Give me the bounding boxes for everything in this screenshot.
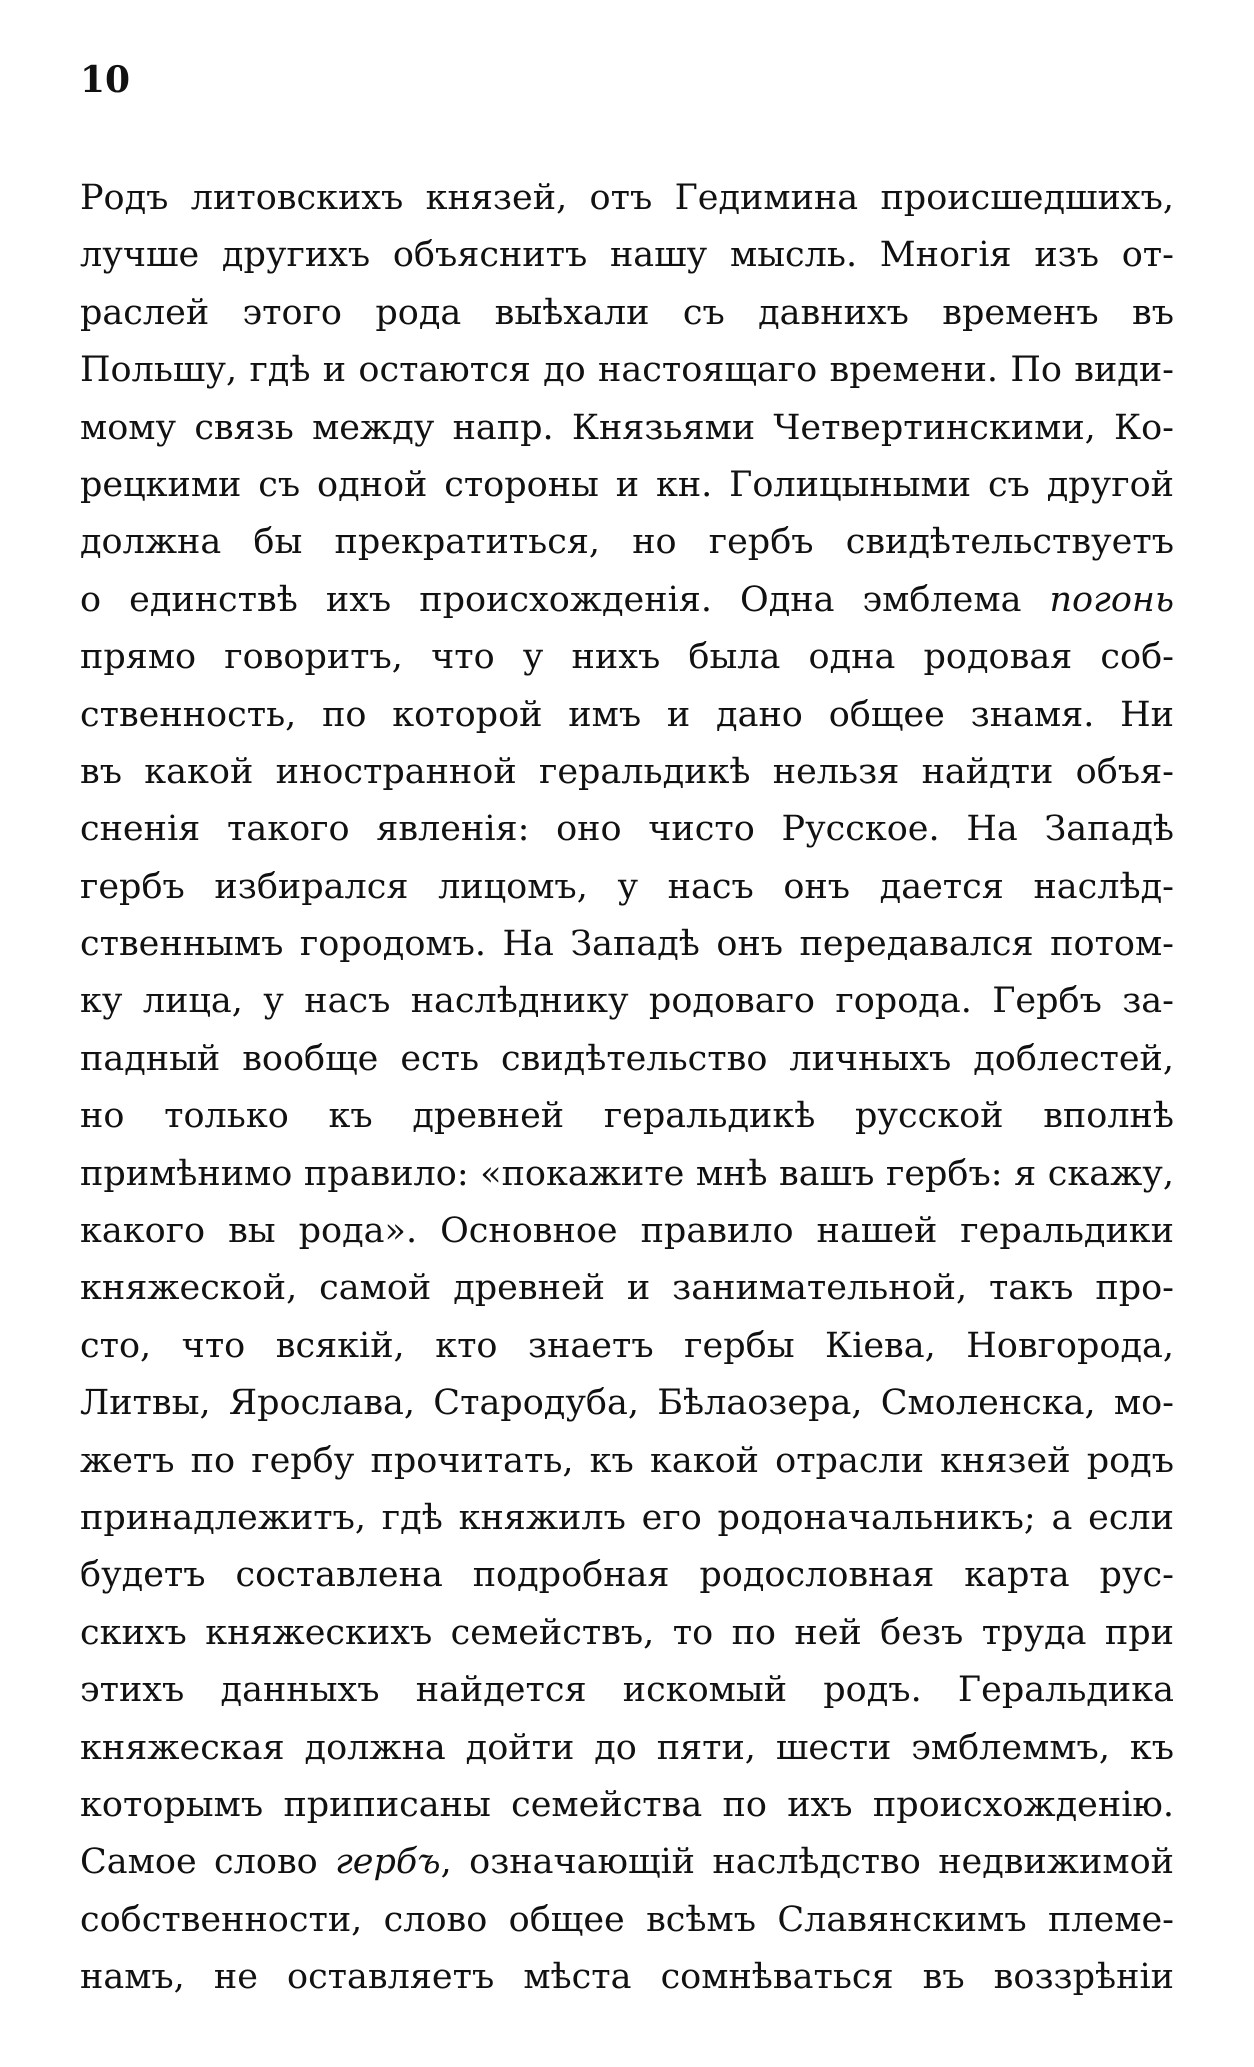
text-line: намъ, не оставляетъ мѣста сомнѣваться въ воззрѣніи (80, 1957, 1174, 1998)
italic-word: погонь (1049, 579, 1174, 620)
text-line: сненія такого явленія: оно чисто Русское. На Западѣ (80, 809, 1174, 850)
text-line: примѣнимо правило: «покажите мнѣ вашъ гербъ: я скажу, (80, 1153, 1174, 1194)
text-line: Польшу, гдѣ и остаются до настоящаго времени. По види- (80, 350, 1174, 391)
text-line-with-italic: о единствѣ ихъ происхожденія. Одна эмблема погонь (80, 579, 1174, 620)
text-line: падный вообще есть свидѣтельство личныхъ доблестей, (80, 1038, 1174, 1079)
text-line: рецкими съ одной стороны и кн. Голицыными съ другой (80, 464, 1174, 505)
text-line: Родъ литовскихъ князей, отъ Гедимина происшедшихъ, (80, 178, 1174, 218)
text-line: раслей этого рода выѣхали съ давнихъ временъ въ (80, 292, 1174, 333)
text-line: сто, что всякій, кто знаетъ гербы Кіева, Новгорода, (80, 1325, 1174, 1366)
text-line: должна бы прекратиться, но гербъ свидѣтельствуетъ (80, 522, 1174, 563)
italic-word: гербъ (335, 1842, 441, 1883)
text-line: гербъ избирался лицомъ, у насъ онъ дается наслѣд- (80, 866, 1174, 907)
text-line: скихъ княжескихъ семействъ, то по ней безъ труда при (80, 1612, 1174, 1653)
text-line: принадлежитъ, гдѣ княжилъ его родоначальникъ; а если (80, 1497, 1174, 1538)
text-line: этихъ данныхъ найдется искомый родъ. Геральдика (80, 1670, 1174, 1711)
page-number: 10 (80, 59, 131, 101)
text-line: прямо говоритъ, что у нихъ была одна родовая соб- (80, 637, 1174, 678)
body-text (80, 170, 1174, 2007)
text-line: будетъ составлена подробная родословная карта рус- (80, 1555, 1174, 1596)
text-line: ственность, по которой имъ и дано общее знамя. Ни (80, 694, 1174, 735)
text-line: княжеская должна дойти до пяти, шести эмблеммъ, къ (80, 1727, 1174, 1768)
text-line: но только къ древней геральдикѣ русской вполнѣ (80, 1096, 1174, 1137)
text-line: ку лица, у насъ наслѣднику родоваго города. Гербъ за- (80, 981, 1174, 1022)
text-line: княжеской, самой древней и занимательной, такъ про- (80, 1268, 1174, 1309)
text-line: Литвы, Ярослава, Стародуба, Бѣлаозера, Смоленска, мо- (80, 1383, 1174, 1424)
text-line: въ какой иностранной геральдикѣ нельзя найдти объя- (80, 751, 1174, 792)
text-line: жетъ по гербу прочитать, къ какой отрасли князей родъ (80, 1440, 1174, 1481)
text-line: мому связь между напр. Князьями Четвертинскими, Ко- (80, 407, 1174, 448)
text-line: лучше другихъ объяснитъ нашу мысль. Многія изъ от- (80, 235, 1174, 276)
text-line: какого вы рода». Основное правило нашей геральдики (80, 1211, 1174, 1252)
text-line-with-italic: Самое слово гербъ, означающій наслѣдство недвижимой (80, 1842, 1174, 1883)
text-line: ственнымъ городомъ. На Западѣ онъ передавался потом- (80, 924, 1174, 965)
text-line: которымъ приписаны семейства по ихъ происхожденію. (80, 1784, 1174, 1825)
text-line: собственности, слово общее всѣмъ Славянскимъ племе- (80, 1899, 1174, 1940)
